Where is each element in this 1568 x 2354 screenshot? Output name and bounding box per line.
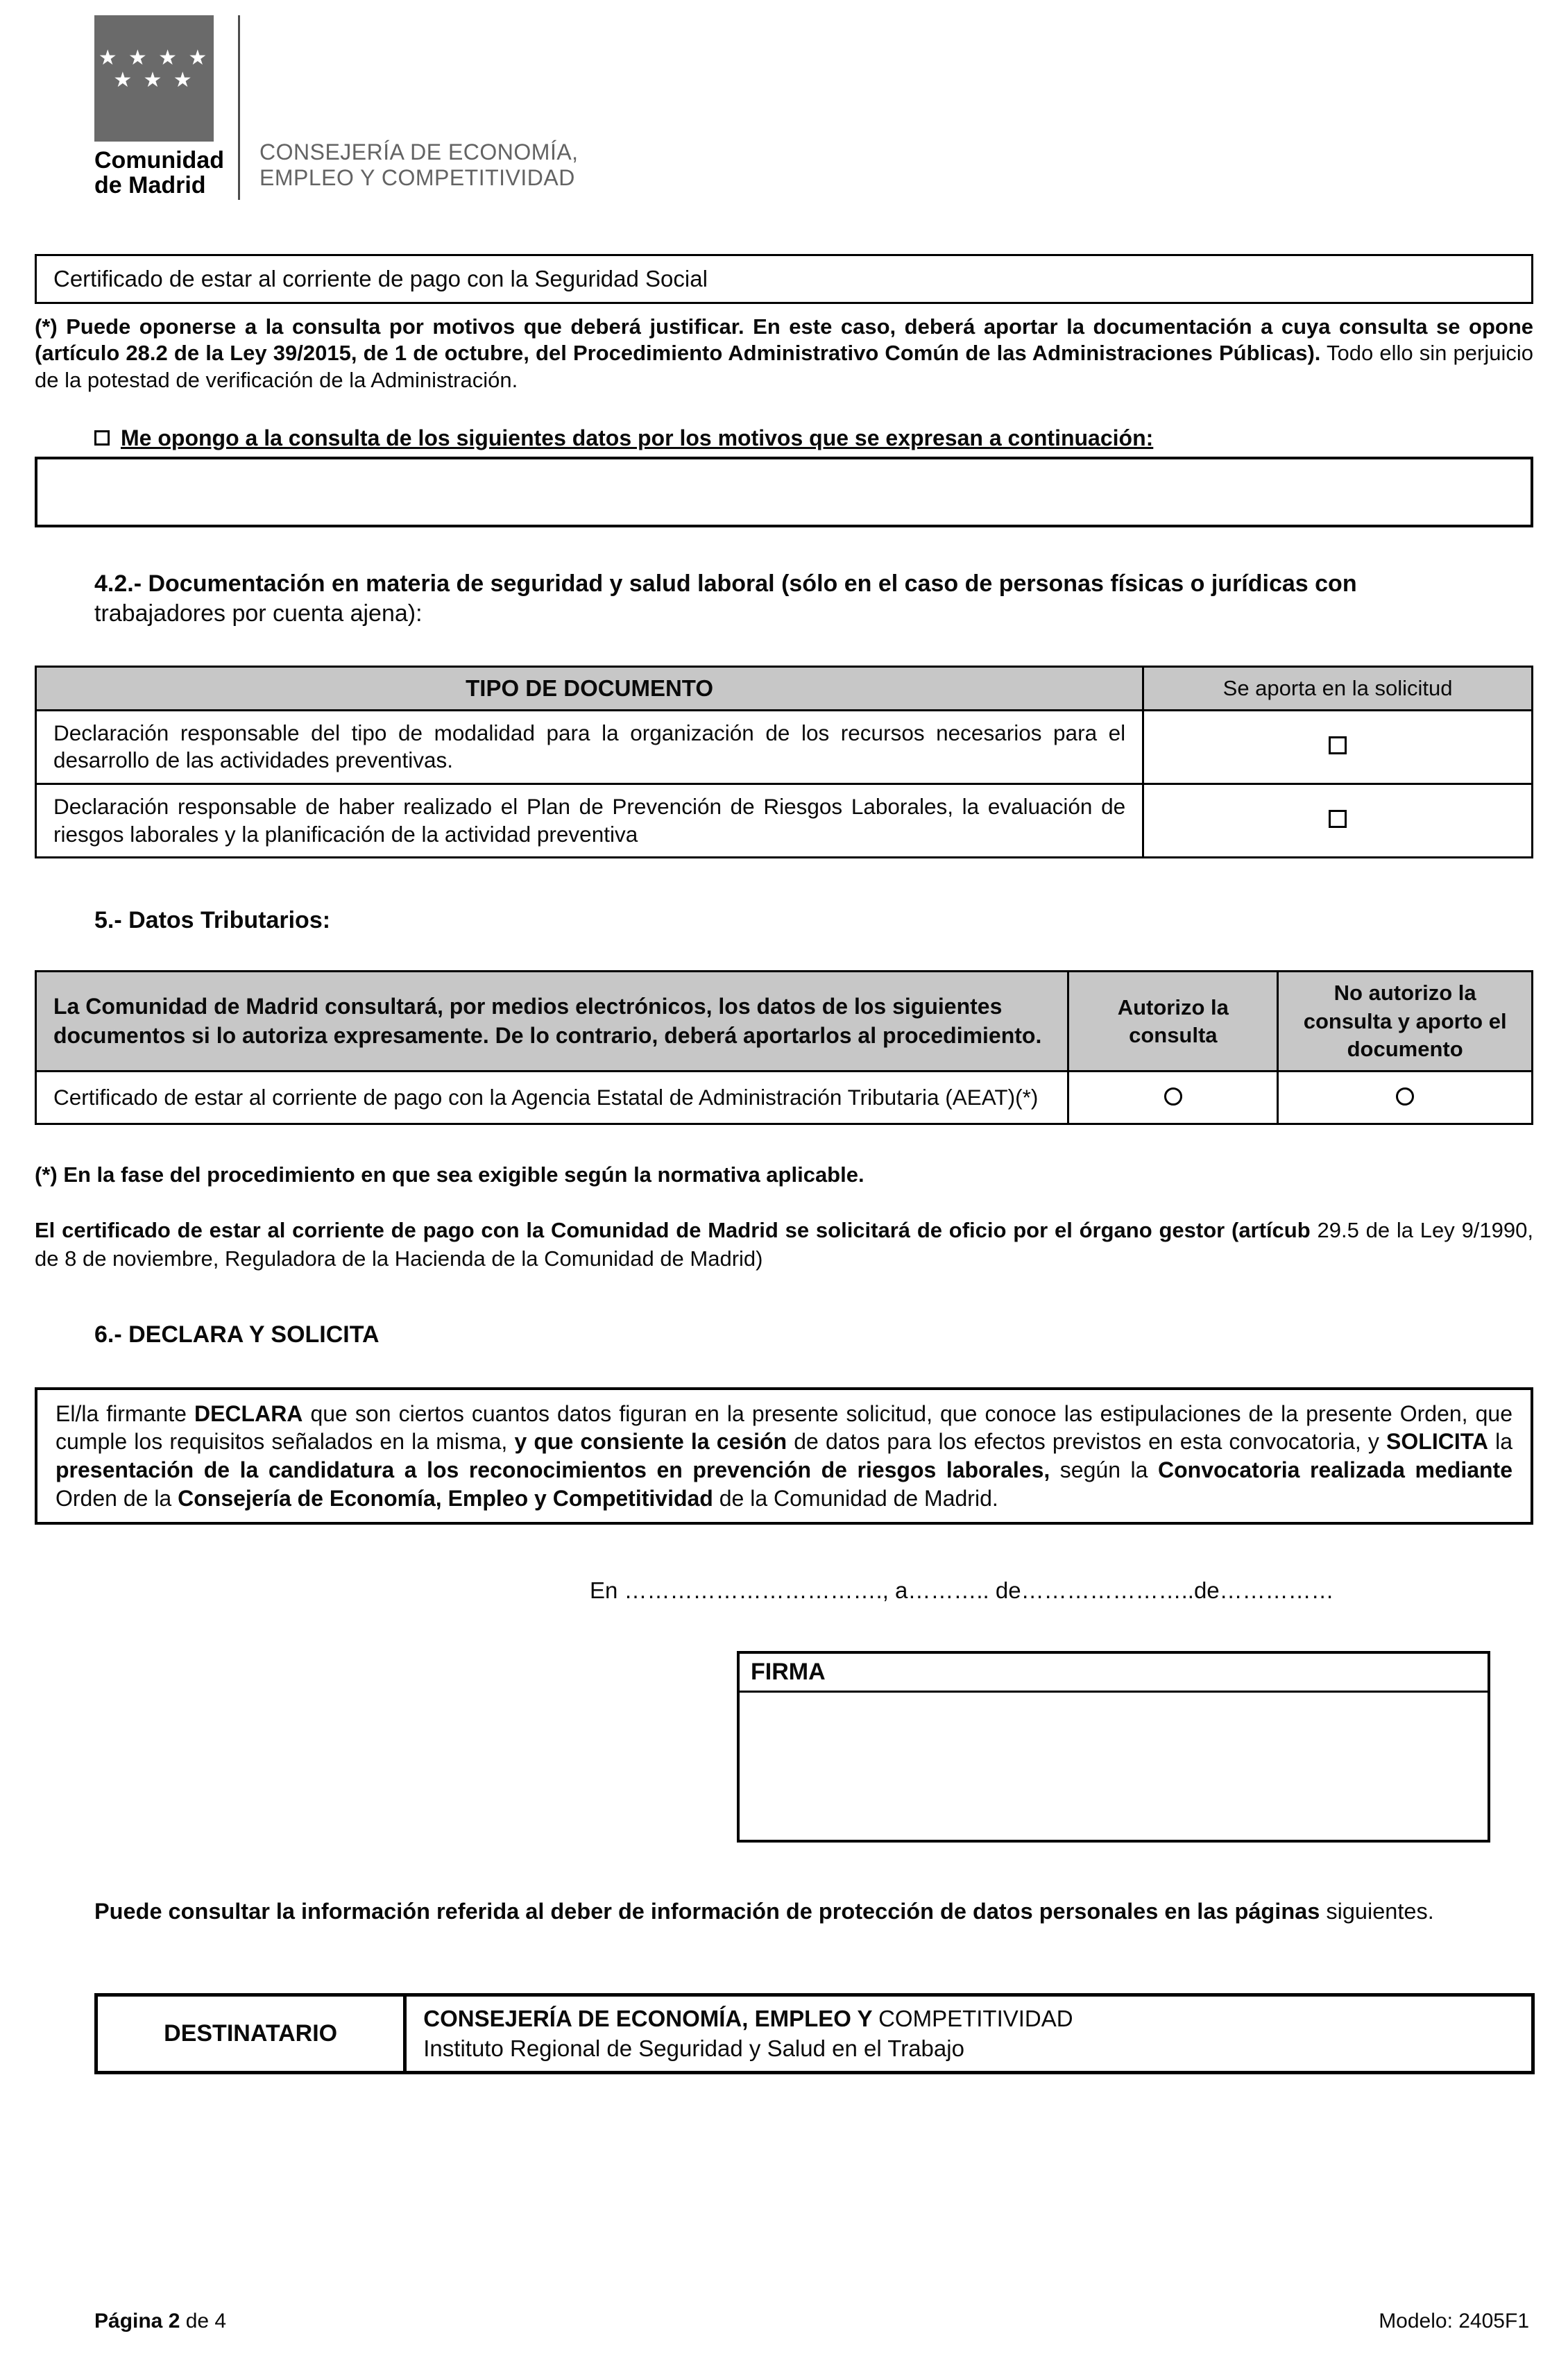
department-name xyxy=(259,139,579,201)
tax-table-header-row xyxy=(36,972,1533,1072)
page-footer xyxy=(94,2310,1529,2333)
certificate-title-box xyxy=(35,254,1533,304)
table-row xyxy=(36,1072,1533,1124)
table-row xyxy=(36,784,1533,858)
logo-caption-line2: de Madrid xyxy=(94,172,206,199)
madrid-flag-logo xyxy=(94,15,214,142)
aporta-checkbox[interactable] xyxy=(1329,736,1347,754)
col-header-se-aporta: Se aporta en la solicitud xyxy=(1143,666,1533,710)
document-description: Declaración responsable de haber realizado el Plan de Prevención de Riesgos Laborales, la evaluación de riesgos laborales y la planificación de la actividad preventiva xyxy=(36,784,1143,858)
letterhead xyxy=(94,15,1533,200)
opposition-reasons-box[interactable] xyxy=(35,457,1533,527)
documents-table xyxy=(35,666,1533,859)
destinatario-line2: Instituto Regional de Seguridad y Salud en el Trabajo xyxy=(423,2035,964,2062)
model-number: Modelo: 2405F1 xyxy=(1379,2310,1529,2332)
opposition-checkbox-label: Me opongo a la consulta de los siguientes datos por los motivos que se expresan a continuación: xyxy=(121,425,1154,451)
page-number: Página 2 de 4 xyxy=(94,2310,227,2332)
signature-box xyxy=(737,1651,1490,1843)
col-header-no-autorizo: No autorizo la consulta y aporto el documento xyxy=(1278,972,1533,1072)
tax-table xyxy=(35,970,1533,1125)
col-header-autorizo: Autorizo la consulta xyxy=(1068,972,1278,1072)
section-5-heading: 5.- Datos Tributarios: xyxy=(94,907,331,934)
tax-header-main: La Comunidad de Madrid consultará, por medios electrónicos, los datos de los siguientes documentos si lo autoriza expresamente. De lo contrario, deberá aportarlos al procedimiento. xyxy=(36,972,1068,1072)
autorizo-radio[interactable] xyxy=(1164,1087,1182,1106)
aporta-checkbox-cell xyxy=(1143,710,1533,784)
logo-caption-line1: Comunidad xyxy=(94,147,224,173)
table-row xyxy=(96,1995,1533,2072)
opposition-note: (*) Puede oponerse a la consulta por motivos que deberá justificar. En este caso, deberá aportar la documentación a cuya consulta se opone (artículo 28.2 de la Ley 39/2015, de 1 de octubre, del Procedimiento Administrativo Común de las Administraciones Públicas). Todo ello sin perjuicio de la potestad de verificación de la Administración. xyxy=(35,314,1533,392)
department-line2: EMPLEO Y COMPETITIVIDAD xyxy=(259,165,575,191)
destinatario-line1: CONSEJERÍA DE ECONOMÍA, EMPLEO Y COMPETITIVIDAD xyxy=(423,2005,1073,2031)
privacy-note: Puede consultar la información referida al deber de información de protección de datos personales en las páginas siguientes. xyxy=(94,1899,1434,1924)
tax-document-description: Certificado de estar al corriente de pago con la Agencia Estatal de Administración Tributaria (AEAT)(*) xyxy=(36,1072,1068,1124)
destinatario-table xyxy=(94,1993,1535,2074)
logo-caption xyxy=(94,148,224,198)
certificate-office-note: El certificado de estar al corriente de pago con la Comunidad de Madrid se solicitará de oficio por el órgano gestor (artícub 29.5 de la Ley 9/1990, de 8 de noviembre, Reguladora de la Hacienda de la Comunidad de Madrid) xyxy=(35,1218,1533,1271)
section-6-heading: 6.- DECLARA Y SOLICITA xyxy=(94,1321,380,1348)
no-autorizo-radio[interactable] xyxy=(1396,1087,1414,1106)
signature-area[interactable] xyxy=(740,1693,1488,1840)
documents-table-header-row xyxy=(36,666,1533,710)
document-description: Declaración responsable del tipo de modalidad para la organización de los recursos necesarios para el desarrollo de las actividades preventivas. xyxy=(36,710,1143,784)
section-4-2-heading: 4.2.- Documentación en materia de seguridad y salud laboral (sólo en el caso de personas físicas o jurídicas con trabajadores por cuenta ajena): xyxy=(94,570,1357,627)
autorizo-radio-cell xyxy=(1068,1072,1278,1124)
date-fill-in-line[interactable]: En ……………………………., a……….. de…………………..de…………… xyxy=(590,1577,1334,1604)
flag-stars-icon: ★ ★ ★ ★ xyxy=(98,46,210,69)
aporta-checkbox[interactable] xyxy=(1329,810,1347,828)
flag-stars-icon: ★ ★ ★ xyxy=(113,69,195,92)
certificate-title: Certificado de estar al corriente de pago con la Seguridad Social xyxy=(53,266,708,291)
no-autorizo-radio-cell xyxy=(1278,1072,1533,1124)
asterisk-footnote: (*) En la fase del procedimiento en que sea exigible según la normativa aplicable. xyxy=(35,1162,864,1187)
department-line1: CONSEJERÍA DE ECONOMÍA, xyxy=(259,139,579,164)
letterhead-divider xyxy=(238,15,240,200)
col-header-tipo-documento: TIPO DE DOCUMENTO xyxy=(36,666,1143,710)
declaration-text: El/la firmante DECLARA que son ciertos cuantos datos figuran en la presente solicitud, que conoce las estipulaciones de la presente Orden, que cumple los requisitos señalados en la misma, y que consiente la cesión de datos para los efectos previstos en esta convocatoria, y SOLICITA la presentación de la candidatura a los reconocimientos en prevención de riesgos laborales, según la Convocatoria realizada mediante Orden de la Consejería de Economía, Empleo y Competitividad de la Comunidad de Madrid. xyxy=(56,1400,1513,1511)
opposition-checkbox[interactable] xyxy=(94,430,110,446)
declaration-box xyxy=(35,1387,1533,1525)
signature-label: FIRMA xyxy=(740,1654,1488,1693)
madrid-logo-block xyxy=(94,15,224,200)
opposition-checkbox-row xyxy=(94,425,1533,451)
destinatario-value xyxy=(405,1995,1533,2072)
aporta-checkbox-cell xyxy=(1143,784,1533,858)
table-row xyxy=(36,710,1533,784)
destinatario-label: DESTINATARIO xyxy=(96,1995,405,2072)
